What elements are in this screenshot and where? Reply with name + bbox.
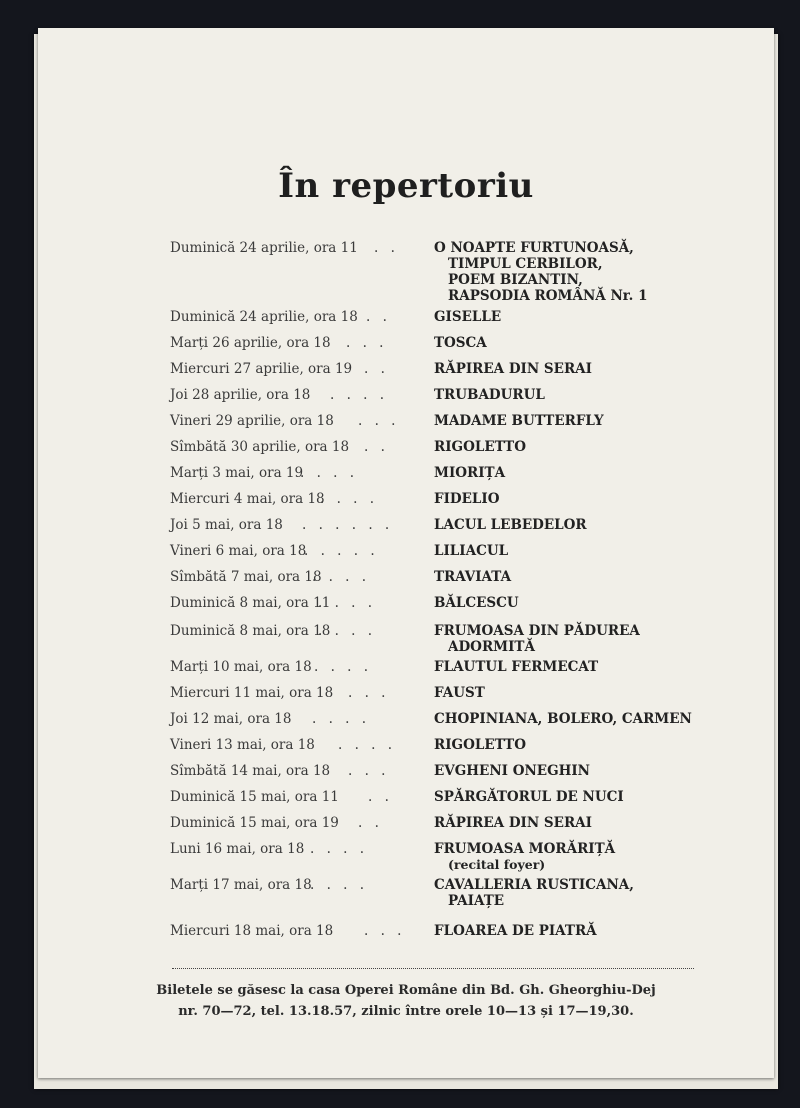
performance-title-line: GISELLE bbox=[434, 309, 502, 325]
performance-title-line: FLOAREA DE PIATRĂ bbox=[434, 923, 597, 939]
leader-dots: . . . bbox=[348, 685, 390, 701]
leader-dots: . . . . . . bbox=[302, 517, 394, 533]
leader-dots: . . . . bbox=[300, 465, 359, 481]
leader-dots: . . bbox=[366, 309, 391, 325]
performance-date: Miercuri 27 aprilie, ora 19 bbox=[170, 361, 353, 377]
performance-date: Duminică 24 aprilie, ora 11 bbox=[170, 240, 358, 256]
footer-line-1: Biletele se găsesc la casa Operei Române din Bd. Gh. Gheorghiu-Dej bbox=[156, 983, 656, 998]
performance-date: Duminică 24 aprilie, ora 18 bbox=[170, 309, 358, 325]
performance-title-line: TRAVIATA bbox=[434, 569, 512, 585]
performance-title-line: FIDELIO bbox=[434, 491, 500, 507]
performance-date: Sîmbătă 7 mai, ora 18 bbox=[170, 569, 322, 585]
performance-date: Marți 26 aprilie, ora 18 bbox=[170, 335, 331, 351]
performance-title-line: RĂPIREA DIN SERAI bbox=[434, 361, 592, 377]
performance-date: Marți 17 mai, ora 18 bbox=[170, 877, 312, 893]
performance-title bbox=[434, 309, 501, 325]
performance-title bbox=[434, 465, 505, 481]
performance-title-line: FRUMOASA MORĂRIȚĂ bbox=[434, 841, 616, 857]
performance-title bbox=[434, 877, 634, 909]
performance-date: Luni 16 mai, ora 18 bbox=[170, 841, 305, 857]
performance-date: Duminică 8 mai, ora 11 bbox=[170, 595, 331, 611]
performance-title bbox=[434, 543, 508, 559]
leader-dots: . . bbox=[374, 240, 399, 256]
performance-title-line: RAPSODIA ROMÂNĂ Nr. 1 bbox=[448, 288, 648, 304]
performance-date: Miercuri 4 mai, ora 18 bbox=[170, 491, 325, 507]
performance-title bbox=[434, 685, 485, 701]
performance-title bbox=[434, 491, 499, 507]
leader-dots: . . . bbox=[348, 763, 390, 779]
performance-title-line: CAVALLERIA RUSTICANA, bbox=[434, 877, 634, 893]
performance-title-line: RĂPIREA DIN SERAI bbox=[434, 815, 592, 831]
performance-title-line: BĂLCESCU bbox=[434, 595, 519, 611]
performance-date: Duminică 15 mai, ora 19 bbox=[170, 815, 339, 831]
performance-date: Joi 28 aprilie, ora 18 bbox=[170, 387, 311, 403]
performance-title bbox=[434, 335, 487, 351]
leader-dots: . . bbox=[368, 789, 393, 805]
performance-title-line: O NOAPTE FURTUNOASĂ, bbox=[434, 240, 634, 256]
performance-date: Duminică 15 mai, ora 11 bbox=[170, 789, 339, 805]
dotted-divider bbox=[172, 968, 694, 969]
leader-dots: . . . . bbox=[310, 841, 369, 857]
performance-title bbox=[434, 623, 640, 655]
leader-dots: . . . bbox=[364, 923, 406, 939]
performance-title-line: RIGOLETTO bbox=[434, 737, 526, 753]
performance-date: Sîmbătă 30 aprilie, ora 18 bbox=[170, 439, 350, 455]
performance-title-line: MADAME BUTTERFLY bbox=[434, 413, 604, 429]
performance-date: Vineri 6 mai, ora 18 bbox=[170, 543, 307, 559]
performance-title bbox=[434, 737, 526, 753]
program-page bbox=[38, 28, 774, 1078]
performance-date: Joi 12 mai, ora 18 bbox=[170, 711, 292, 727]
leader-dots: . . bbox=[364, 361, 389, 377]
performance-title bbox=[434, 841, 615, 873]
performance-title bbox=[434, 240, 647, 304]
performance-title-line: PAIAȚE bbox=[448, 893, 505, 909]
leader-dots: . . . . bbox=[318, 623, 377, 639]
performance-title-line: FRUMOASA DIN PĂDUREA bbox=[434, 623, 640, 639]
performance-title-line: POEM BIZANTIN, bbox=[448, 272, 583, 288]
performance-date: Miercuri 18 mai, ora 18 bbox=[170, 923, 334, 939]
performance-date: Sîmbătă 14 mai, ora 18 bbox=[170, 763, 331, 779]
performance-title-line: LILIACUL bbox=[434, 543, 509, 559]
performance-date: Miercuri 11 mai, ora 18 bbox=[170, 685, 334, 701]
performance-title-line: TIMPUL CERBILOR, bbox=[448, 256, 603, 272]
footer-line-2: nr. 70—72, tel. 13.18.57, zilnic între orele 10—13 și 17—19,30. bbox=[178, 1004, 634, 1019]
performance-title-line: TOSCA bbox=[434, 335, 487, 351]
performance-date: Duminică 8 mai, ora 18 bbox=[170, 623, 331, 639]
performance-title-line: FAUST bbox=[434, 685, 485, 701]
performance-date: Marți 10 mai, ora 18 bbox=[170, 659, 312, 675]
leader-dots: . . bbox=[358, 815, 383, 831]
performance-title bbox=[434, 923, 597, 939]
performance-title bbox=[434, 659, 598, 675]
performance-date: Vineri 29 aprilie, ora 18 bbox=[170, 413, 334, 429]
leader-dots: . . . . bbox=[318, 595, 377, 611]
leader-dots: . . . . bbox=[338, 737, 397, 753]
performance-title bbox=[434, 763, 590, 779]
performance-title-line: SPĂRGĂTORUL DE NUCI bbox=[434, 789, 624, 805]
leader-dots: . . . . bbox=[312, 711, 371, 727]
performance-title bbox=[434, 361, 592, 377]
performance-title-line: ADORMITĂ bbox=[448, 639, 535, 655]
performance-title bbox=[434, 815, 592, 831]
performance-title bbox=[434, 711, 692, 727]
performance-title-line: MIORIȚA bbox=[434, 465, 506, 481]
performance-title bbox=[434, 569, 511, 585]
performance-title bbox=[434, 595, 519, 611]
leader-dots: . . . . . bbox=[304, 543, 379, 559]
performance-title-line: CHOPINIANA, BOLERO, CARMEN bbox=[434, 711, 692, 727]
performance-title bbox=[434, 439, 526, 455]
performance-title bbox=[434, 387, 545, 403]
performance-title bbox=[434, 789, 624, 805]
leader-dots: . . . bbox=[346, 335, 388, 351]
performance-title-line: FLAUTUL FERMECAT bbox=[434, 659, 599, 675]
performance-title-line: RIGOLETTO bbox=[434, 439, 526, 455]
performance-title-line: (recital foyer) bbox=[448, 857, 546, 872]
performance-date: Vineri 13 mai, ora 18 bbox=[170, 737, 315, 753]
leader-dots: . . . . bbox=[310, 877, 369, 893]
performance-title bbox=[434, 413, 604, 429]
leader-dots: . . bbox=[364, 439, 389, 455]
leader-dots: . . . . bbox=[312, 569, 371, 585]
leader-dots: . . . . bbox=[330, 387, 389, 403]
performance-date: Marți 3 mai, ora 19 bbox=[170, 465, 304, 481]
performance-date: Joi 5 mai, ora 18 bbox=[170, 517, 283, 533]
performance-title-line: TRUBADURUL bbox=[434, 387, 545, 403]
leader-dots: . . . . bbox=[314, 659, 373, 675]
performance-title-line: EVGHENI ONEGHIN bbox=[434, 763, 591, 779]
leader-dots: . . . bbox=[358, 413, 400, 429]
performance-title-line: LACUL LEBEDELOR bbox=[434, 517, 587, 533]
leader-dots: . . . . bbox=[320, 491, 379, 507]
page-title: În repertoriu bbox=[278, 166, 534, 206]
performance-title bbox=[434, 517, 587, 533]
